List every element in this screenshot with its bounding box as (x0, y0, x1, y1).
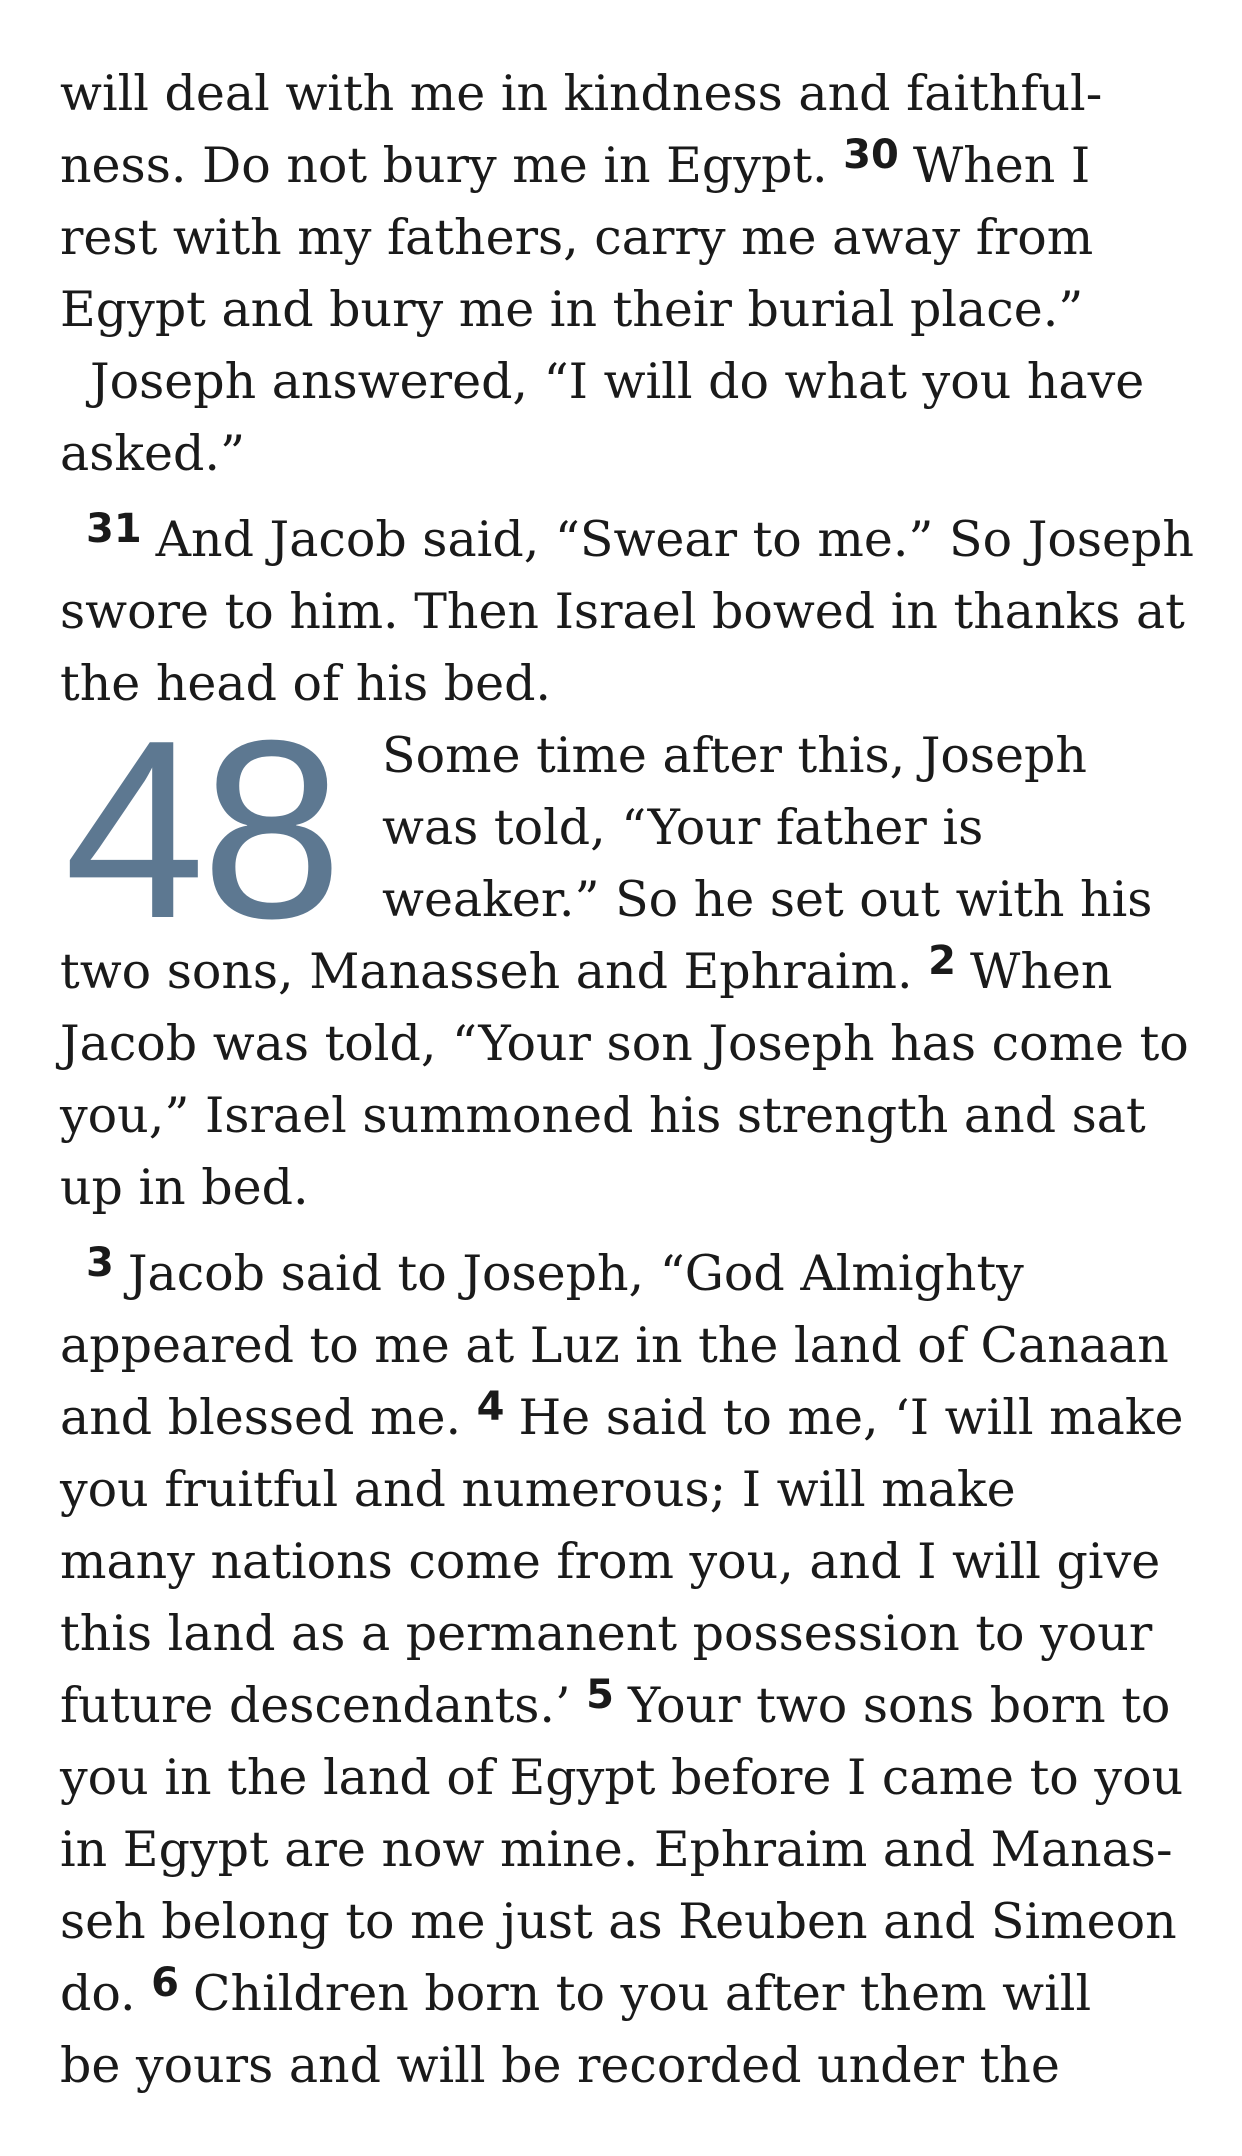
text-line: you in the land of Egypt before I came to you (60, 1749, 1184, 1806)
text-run: And Jacob said, “Swear to me.” So Joseph (155, 511, 1194, 568)
text-run: When I (912, 137, 1091, 194)
text-run: Children born to you after them will (193, 1965, 1092, 2022)
text-line: asked.” (60, 425, 246, 482)
text-line (60, 1670, 1190, 1742)
chapter-start (60, 687, 1190, 971)
text-line: rest with my fathers, carry me away from (60, 209, 1094, 266)
verse-number: 2 (928, 938, 956, 984)
text-line: seh belong to me just as Reuben and Simeon (60, 1893, 1177, 1950)
text-run: Your two sons born to (628, 1677, 1171, 1734)
text-run: and blessed me. (60, 1389, 477, 1446)
text-run: future descendants.’ (60, 1677, 587, 1734)
text-run: Jacob said to Joseph, “God Almighty (127, 1245, 1024, 1302)
text-line (60, 130, 1190, 202)
text-line (60, 504, 1194, 576)
verse-number: 3 (86, 1240, 114, 1286)
text-line: you,” Israel summoned his strength and sat (60, 1087, 1146, 1144)
text-line: this land as a permanent possession to your (60, 1605, 1153, 1662)
chapter-opening-lines (382, 720, 1152, 936)
text-line: Jacob was told, “Your son Joseph has come to (60, 1015, 1189, 1072)
text-line (60, 1958, 1190, 2030)
text-run: When (969, 943, 1113, 1000)
text-line: the head of his bed. (60, 655, 552, 712)
verse-number: 5 (586, 1672, 614, 1718)
text-line: Some time after this, Joseph (382, 727, 1087, 784)
text-line: Joseph answered, “I will do what you have (90, 353, 1145, 410)
text-line: will deal with me in kindness and faithful- (60, 65, 1103, 122)
text-line: weaker.” So he set out with his (382, 871, 1153, 928)
text-line: up in bed. (60, 1159, 309, 1216)
verse-number: 30 (843, 132, 899, 178)
text-line: be yours and will be recorded under the (60, 2037, 1060, 2094)
text-run: two sons, Manasseh and Ephraim. (60, 943, 929, 1000)
text-line: you fruitful and numerous; I will make (60, 1461, 1016, 1518)
text-line: swore to him. Then Israel bowed in thanks at (60, 583, 1185, 640)
text-line (60, 1238, 1190, 1310)
text-line: was told, “Your father is (382, 799, 984, 856)
text-run: He said to me, ‘I will make (518, 1389, 1184, 1446)
text-run: do. (60, 1965, 152, 2022)
reading-pane[interactable] (60, 58, 1194, 2102)
verse-number: 6 (151, 1960, 180, 2006)
text-run: ness. Do not bury me in Egypt. (60, 137, 844, 194)
verse-number: 31 (86, 506, 142, 552)
text-line: appeared to me at Luz in the land of Canaan (60, 1317, 1169, 1374)
chapter-number: 48 (64, 687, 339, 971)
verse-number: 4 (476, 1384, 505, 1430)
text-line (60, 1382, 1190, 1454)
text-line: in Egypt are now mine. Ephraim and Manas- (60, 1821, 1173, 1878)
text-line: many nations come from you, and I will give (60, 1533, 1161, 1590)
text-line: Egypt and bury me in their burial place.” (60, 281, 1084, 338)
